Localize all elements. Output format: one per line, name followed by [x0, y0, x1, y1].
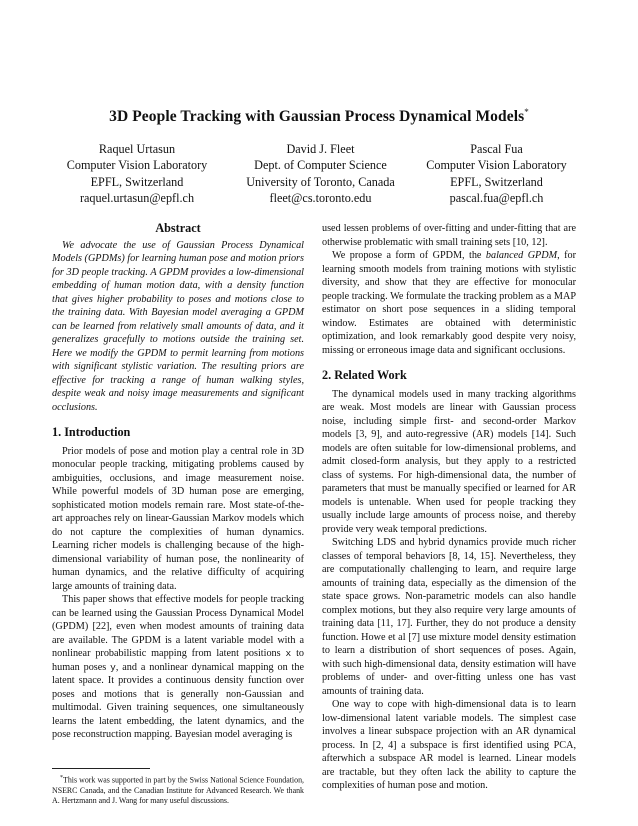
related-paragraph-1: The dynamical models used in many tracking algorithms are weak. Most models are linear with Gaussian process noise, including simple first- and second-order Markov models [3, 9], and auto-regressive (AR) models [14]. Such models are often suitable for low-dimensional problems, and admit closed-form analysis, but they apply to a restricted class of systems. For high-dimensional data, the number of parameters that must be manually specified or learned for AR models is untenable. When used for people tracking they usually include large amounts of process noise, and thereby provide very weak temporal predictions.: [322, 388, 576, 535]
author-affiliation: Computer Vision Laboratory: [426, 158, 567, 173]
author-name: David J. Fleet: [286, 142, 355, 156]
intro-paragraph-3: used lessen problems of over-fitting and under-fitting that are otherwise problematic with small training sets [10, 12].: [322, 223, 576, 248]
author-email: raquel.urtasun@epfl.ch: [79, 191, 195, 206]
title-footnote-mark: *: [524, 107, 529, 117]
math-x: x: [285, 648, 292, 659]
footnote-rule: [52, 768, 150, 769]
abstract-text: We advocate the use of Gaussian Process Dynamical Models (GPDMs) for learning human pose and motion priors for 3D people tracking. A GPDM provides a low-dimensional embedding of human motion data, with a density function that gives higher probability to poses and motions close to the training data. With Bayesian model averaging a GPDM can be learned from relatively small amounts of data, and it generalizes gracefully to motions outside the training set. Here we modify the GPDM to permit learning from motions with significant stylistic variation. The resulting priors are effective for tracking a range of human walking styles, despite weak and noisy image measurements and significant occlusions.: [52, 239, 304, 413]
intro-paragraph-2: [52, 593, 304, 742]
right-column: [322, 222, 576, 793]
related-paragraph-3: One way to cope with high-dimensional data is to learn low-dimensional latent variable models. The simplest case involves a linear subspace projection with an AR dynamical process. In [2, 4] a subspace is first identified using PCA, afterwhich a subspace AR model is learned. Linear models are tractable, but they often lack the ability to capture the complexities of human pose and motion.: [322, 699, 576, 791]
balanced-gpdm-term: balanced GPDM: [485, 250, 558, 261]
paper-title: [0, 107, 638, 126]
intro-p2-part-c: , and a nonlinear dynamical mapping on the latent space. It provides a continuous density function over poses and motions that is generally non-Gaussian and multimodal. Given training sequences, one simultaneously learns the latent embedding, the latent dynamics, and the pose reconstruction mapping. Bayesian model averaging is: [52, 661, 304, 740]
math-y: y: [110, 661, 116, 673]
intro-paragraph-4: [322, 249, 576, 357]
intro-p4-part-a: We propose a form of GPDM, the: [332, 250, 486, 261]
introduction-heading: 1. Introduction: [52, 425, 131, 439]
author-location: EPFL, Switzerland: [450, 174, 543, 189]
author-block-2: [233, 141, 408, 207]
author-affiliation: Dept. of Computer Science: [254, 158, 387, 173]
author-block-3: [404, 141, 589, 207]
author-email: pascal.fua@epfl.ch: [449, 191, 544, 206]
intro-p2-part-a: This paper shows that effective models for people tracking can be learned using the Gaussian Process Dynamical Model (GPDM) [22], even when modest amounts of training data are available. The GPDM is a latent variable model with a nonlinear probabilistic mapping from latent positions: [52, 594, 304, 659]
paper-title-text: 3D People Tracking with Gaussian Process Dynamical Models: [109, 108, 525, 125]
related-work-heading: 2. Related Work: [322, 368, 407, 382]
footnote: [52, 773, 304, 806]
author-location: EPFL, Switzerland: [90, 174, 184, 189]
author-name: Raquel Urtasun: [98, 142, 176, 156]
author-affiliation: Computer Vision Laboratory: [66, 158, 208, 173]
intro-paragraph-1: Prior models of pose and motion play a central role in 3D monocular people tracking, mitigating problems caused by ambiguities, occlusions, and image measurement noise. While powerful models of 3D human pose are emerging, sophisticated motion models remain rare. Most state-of-the-art approaches rely on linear-Gaussian Markov models which do not capture the complexities of human dynamics. Learning richer models is challenging because of the high-dimensional variability of human pose, the nonlinearity of human dynamics, and the relative difficulty of acquiring large amounts of training data.: [52, 445, 304, 592]
author-location: University of Toronto, Canada: [246, 174, 395, 189]
author-block-1: [48, 141, 226, 207]
abstract-heading: Abstract: [155, 221, 201, 235]
footnote-mark: *: [60, 775, 63, 781]
author-email: fleet@cs.toronto.edu: [269, 191, 372, 206]
intro-p2-part-b: to human poses: [52, 648, 304, 673]
related-paragraph-2: Switching LDS and hybrid dynamics provide much richer classes of temporal behaviors [8, 14, 15]. Nevertheless, they are computationally challenging to learn, and require large amounts of training data, especially as the dimension of the state space grows. Non-parametric models can also handle complex motions, but they also require very large amounts of training data [11, 17]. Further, they do not produce a density function. Howe et al [7] use mixture model density estimation to learn a distribution of short sequences of poses. Again, with such high-dimensional data, density estimation will have problems of under- and over-fitting unless one has vast amounts of training data.: [322, 537, 576, 697]
footnote-text: This work was supported in part by the Swiss National Science Foundation, NSERC Canada, and the Canadian Institute for Advanced Research. We thank A. Hertzmann and J. Wang for many useful discussions.: [52, 775, 304, 805]
left-column: [52, 222, 304, 742]
author-name: Pascal Fua: [470, 142, 523, 156]
intro-p4-part-b: , for learning smooth models from training motions with stylistic diversity, and show that they are effective for monocular people tracking. We formulate the tracking problem as a MAP estimator on short pose sequences in a sliding temporal window. Estimates are obtained with deterministic optimization, and look remarkably good despite very noisy, missing or erroneous image data and significant occlusions.: [322, 250, 576, 356]
